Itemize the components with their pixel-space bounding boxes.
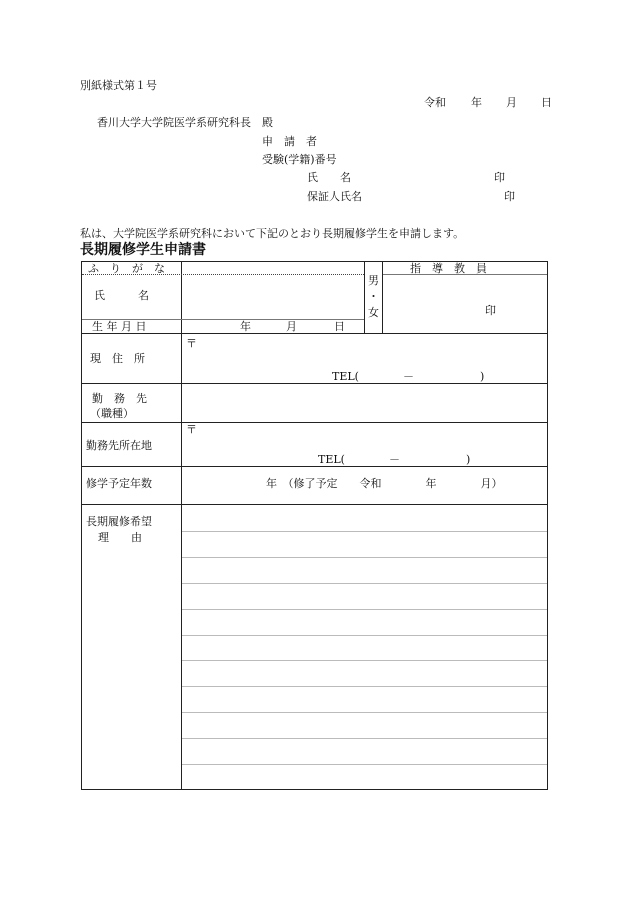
date-day: 日	[541, 96, 552, 109]
seal-mark: 印	[494, 171, 505, 184]
birth-day: 日	[334, 320, 345, 333]
date-reiwa: 令和	[424, 96, 446, 109]
exam-number-label: 受験(学籍)番号	[262, 153, 337, 166]
tel-field: TEL( － )	[332, 370, 485, 383]
planned-years-label: 修学予定年数	[86, 477, 152, 490]
tel-field: TEL( － )	[318, 453, 471, 466]
name-label: 氏 名	[307, 171, 351, 184]
gender-separator: ・	[368, 290, 379, 303]
birth-date-label: 生 年 月 日	[92, 320, 147, 333]
birth-year: 年	[240, 320, 251, 333]
postal-mark: 〒	[186, 337, 197, 350]
workplace-label: 勤 務 先	[92, 392, 147, 405]
planned-years-value: 年 （修了予定 令和 年 月）	[266, 477, 503, 490]
addressee: 香川大学大学院医学系研究科長 殿	[97, 116, 273, 129]
reason-label: 長期履修希望	[86, 515, 152, 528]
form-title: 長期履修学生申請書	[80, 242, 206, 258]
occupation-label: （職種）	[90, 407, 134, 420]
gender-female: 女	[368, 306, 379, 319]
postal-mark: 〒	[186, 423, 197, 436]
workplace-address-label: 勤務先所在地	[86, 439, 152, 452]
birth-month: 月	[286, 320, 297, 333]
form-number: 別紙様式第１号	[80, 79, 157, 92]
gender-male: 男	[368, 274, 379, 287]
applicant-label: 申 請 者	[262, 135, 317, 148]
date-month: 月	[506, 96, 517, 109]
seal-mark: 印	[504, 190, 515, 203]
name-label: 氏 名	[94, 289, 149, 302]
date-year: 年	[471, 96, 482, 109]
advisor-seal: 印	[485, 304, 496, 317]
reason-label-2: 理 由	[98, 531, 142, 544]
guarantor-label: 保証人氏名	[307, 190, 362, 203]
furigana-label: ふ り が な	[88, 262, 165, 275]
address-label: 現 住 所	[90, 352, 145, 365]
statement: 私は、大学院医学系研究科において下記のとおり長期履修学生を申請します。	[80, 227, 465, 240]
advisor-label: 指 導 教 員	[410, 262, 487, 275]
